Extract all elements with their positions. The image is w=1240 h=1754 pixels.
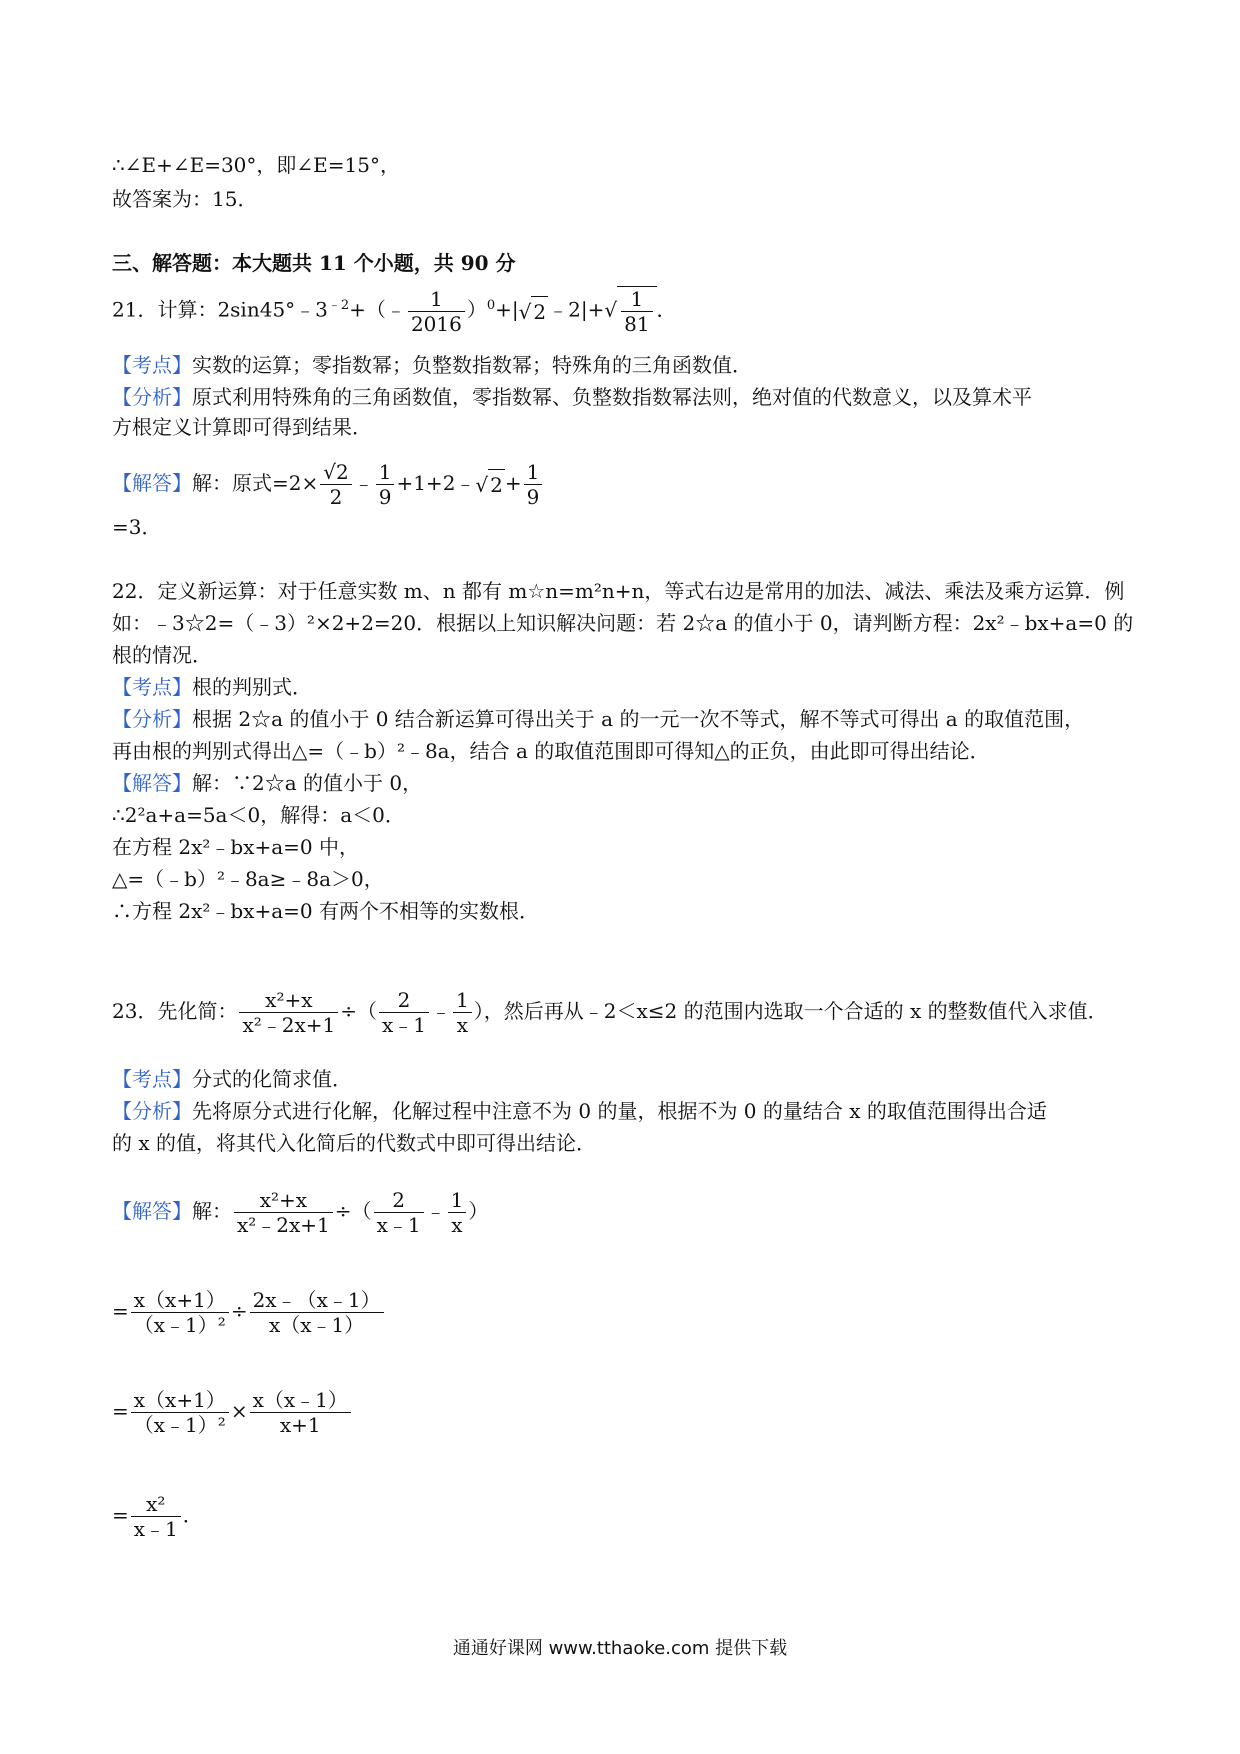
question-21: 21．计算：$2\sin 45^\circ﹣3^{﹣2}+(﹣$ $\frac{1}{2016}$ ）$^0$+|√ 2 ﹣2|+√ $\frac{1}{81}$ ．: [112, 286, 677, 336]
text-line: ∴∠E+∠E=30°，即∠E=15°，: [112, 153, 400, 177]
text-line: 在方程 2x²﹣bx+a=0 中，: [112, 835, 359, 859]
text-line: △=（﹣b）²﹣8a≥﹣8a＞0，: [112, 867, 384, 891]
kaodian-line: 【考点】实数的运算；零指数幂；负整数指数幂；特殊角的三角函数值．: [112, 353, 752, 377]
fenxi-line: 【分析】原式利用特殊角的三角函数值，零指数幂、负整数指数幂法则，绝对值的代数意义，以及算术平: [112, 385, 1032, 409]
jieda-line: 【解答】解： $\frac{\text{x²+x}}{\text{x²﹣2x+1}}$ ÷（ $\frac{2}{x﹣1}$ ﹣ $\frac{1}{x}$ ）: [112, 1188, 489, 1237]
question-22: 如：﹣3☆2=（﹣3）²×2+2=20．根据以上知识解决问题：若 2☆a 的值小于 0，请判断方程：2x²﹣bx+a=0 的: [112, 611, 1134, 635]
math-step: = $\frac{x(x+1)}{\text{（x﹣1）²}}$ ÷ $\frac{2x﹣(x﹣1)}{x(x﹣1)}$: [112, 1288, 386, 1337]
math-step: = $\frac{\text{x²}}{x﹣1}$ ．: [112, 1492, 203, 1541]
math-step: = $\frac{x(x+1)}{\text{（x﹣1）²}}$ × $\frac{x(x﹣1)}{x+1}$: [112, 1388, 353, 1437]
page-footer: 通通好课网 www.tthaoke.com 提供下载: [452, 1638, 788, 1659]
kaodian-line: 【考点】根的判别式．: [112, 675, 312, 699]
text-line: 故答案为：15．: [112, 187, 258, 211]
text-line: ∴方程 2x²﹣bx+a=0 有两个不相等的实数根．: [112, 899, 539, 923]
text-line: ∴2²a+a=5a＜0，解得：a＜0．: [112, 803, 405, 827]
fenxi-line: 方根定义计算即可得到结果．: [112, 415, 372, 439]
question-22: 22．定义新运算：对于任意实数 m、n 都有 m☆n=m²n+n，等式右边是常用的加法、减法、乘法及乘方运算．例: [112, 579, 1125, 603]
jieda-line: 【解答】解：∵2☆a 的值小于 0，: [112, 771, 423, 795]
text-line: =3．: [112, 515, 162, 539]
fenxi-line: 的 x 的值，将其代入化简后的代数式中即可得出结论．: [112, 1131, 596, 1155]
jieda-line: 【解答】解：原式=2× $\frac{√2}{2}$ ﹣ $\frac{1}{9}$ +1+2﹣√ 2 + $\frac{1}{9}$: [112, 460, 544, 509]
fenxi-line: 【分析】先将原分式进行化解，化解过程中注意不为 0 的量，根据不为 0 的量结合 x 的取值范围得出合适: [112, 1099, 1047, 1123]
question-23: 23．先化简： $\frac{\text{x²+x}}{\text{x²﹣2x+1}}$ ÷（ $\frac{2}{x﹣1}$ ﹣ $\frac{1}{x}$ ），然后再从﹣2＜x≤2 的范围内选取一个合适的 x 的整数值代入求值．: [112, 988, 1108, 1037]
question-22: 根的情况．: [112, 643, 212, 667]
kaodian-line: 【考点】分式的化简求值．: [112, 1067, 352, 1091]
section-heading: 三、解答题：本大题共 11 个小题，共 90 分: [112, 251, 516, 275]
fenxi-line: 再由根的判别式得出△=（﹣b）²﹣8a，结合 a 的取值范围即可得知△的正负，由此即可得出结论．: [112, 739, 990, 763]
fenxi-line: 【分析】根据 2☆a 的值小于 0 结合新运算可得出关于 a 的一元一次不等式，解不等式可得出 a 的取值范围，: [112, 707, 1085, 731]
